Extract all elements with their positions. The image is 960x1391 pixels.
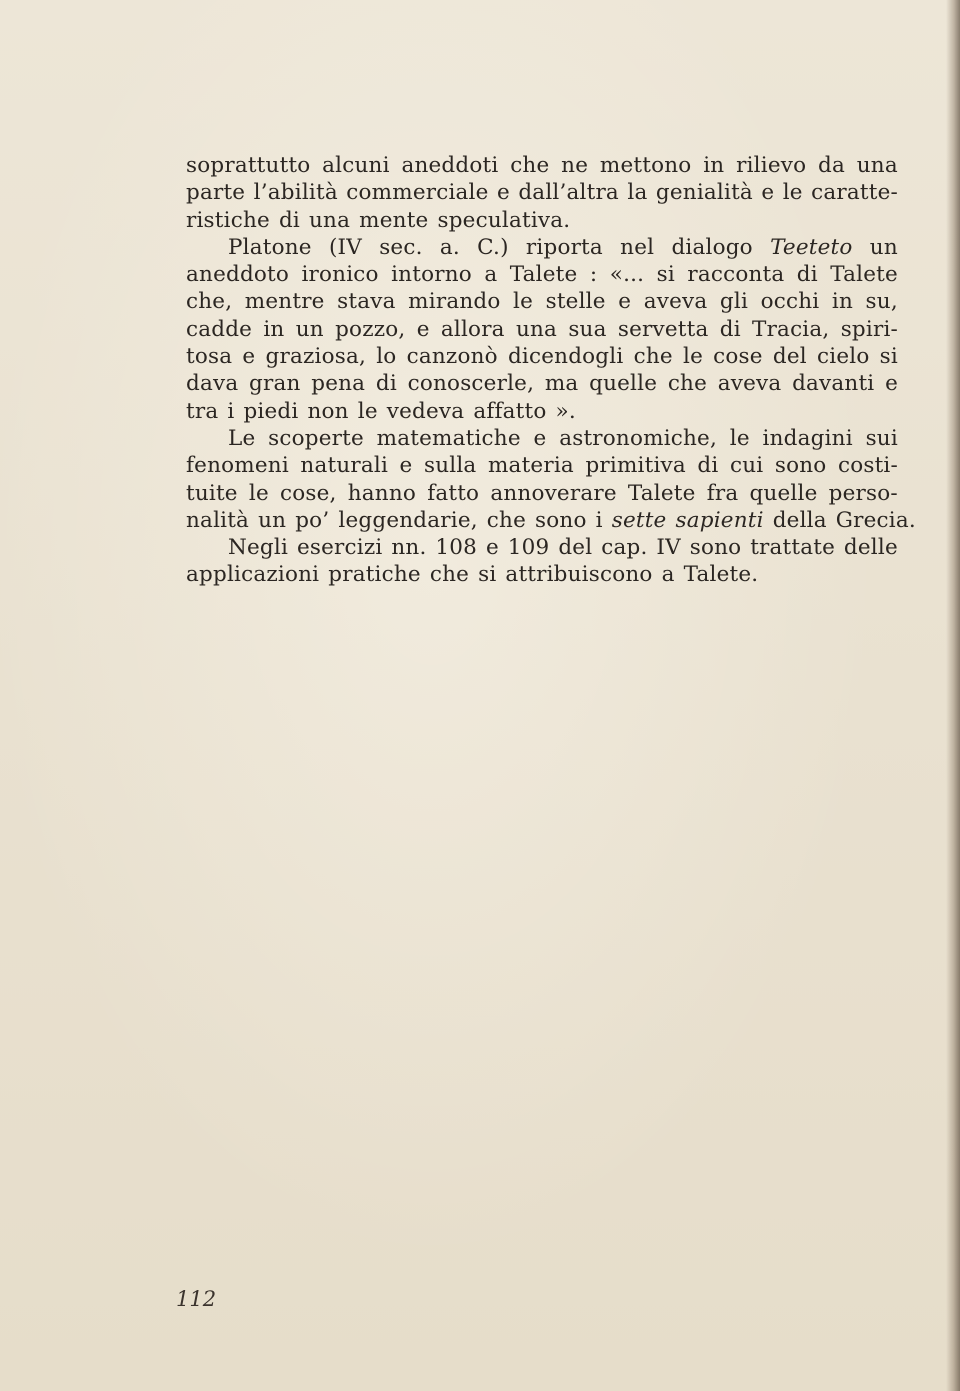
text-line: cadde in un pozzo, e allora una sua servetta di Tracia, spiri-	[186, 316, 898, 342]
text-line: dava gran pena di conoscerle, ma quelle che aveva davanti e	[186, 371, 898, 397]
text-line: Negli esercizi nn. 108 e 109 del cap. IV sono trattate delle	[228, 535, 898, 561]
page-number: 112	[176, 1287, 217, 1311]
text-line: che, mentre stava mirando le stelle e aveva gli occhi in su,	[186, 289, 898, 315]
text-line: applicazioni pratiche che si attribuiscono a Talete.	[186, 562, 759, 588]
text-line: Platone (IV sec. a. C.) riporta nel dialogo Teeteto un	[228, 234, 898, 260]
text-line: fenomeni naturali e sulla materia primitiva di cui sono costi-	[186, 453, 898, 479]
text-line: parte l’abilità commerciale e dall’altra la genialità e le caratte-	[186, 180, 898, 206]
text-line: tuite le cose, hanno fatto annoverare Talete fra quelle perso-	[186, 480, 898, 506]
text-line: soprattutto alcuni aneddoti che ne mettono in rilievo da una	[186, 153, 898, 178]
page-edge-shadow	[946, 0, 960, 1391]
text-line: ristiche di una mente speculativa.	[186, 207, 571, 233]
text-line: tosa e graziosa, lo canzonò dicendogli che le cose del cielo si	[186, 344, 898, 370]
text-line: Le scoperte matematiche e astronomiche, le indagini sui	[228, 425, 898, 451]
text-line: aneddoto ironico intorno a Talete : «... si racconta di Talete	[186, 262, 898, 288]
text-line: tra i piedi non le vedeva affatto ».	[186, 398, 576, 424]
text-line: nalità un po’ leggendarie, che sono i sette sapienti della Grecia.	[186, 507, 916, 533]
body-text	[186, 152, 916, 589]
